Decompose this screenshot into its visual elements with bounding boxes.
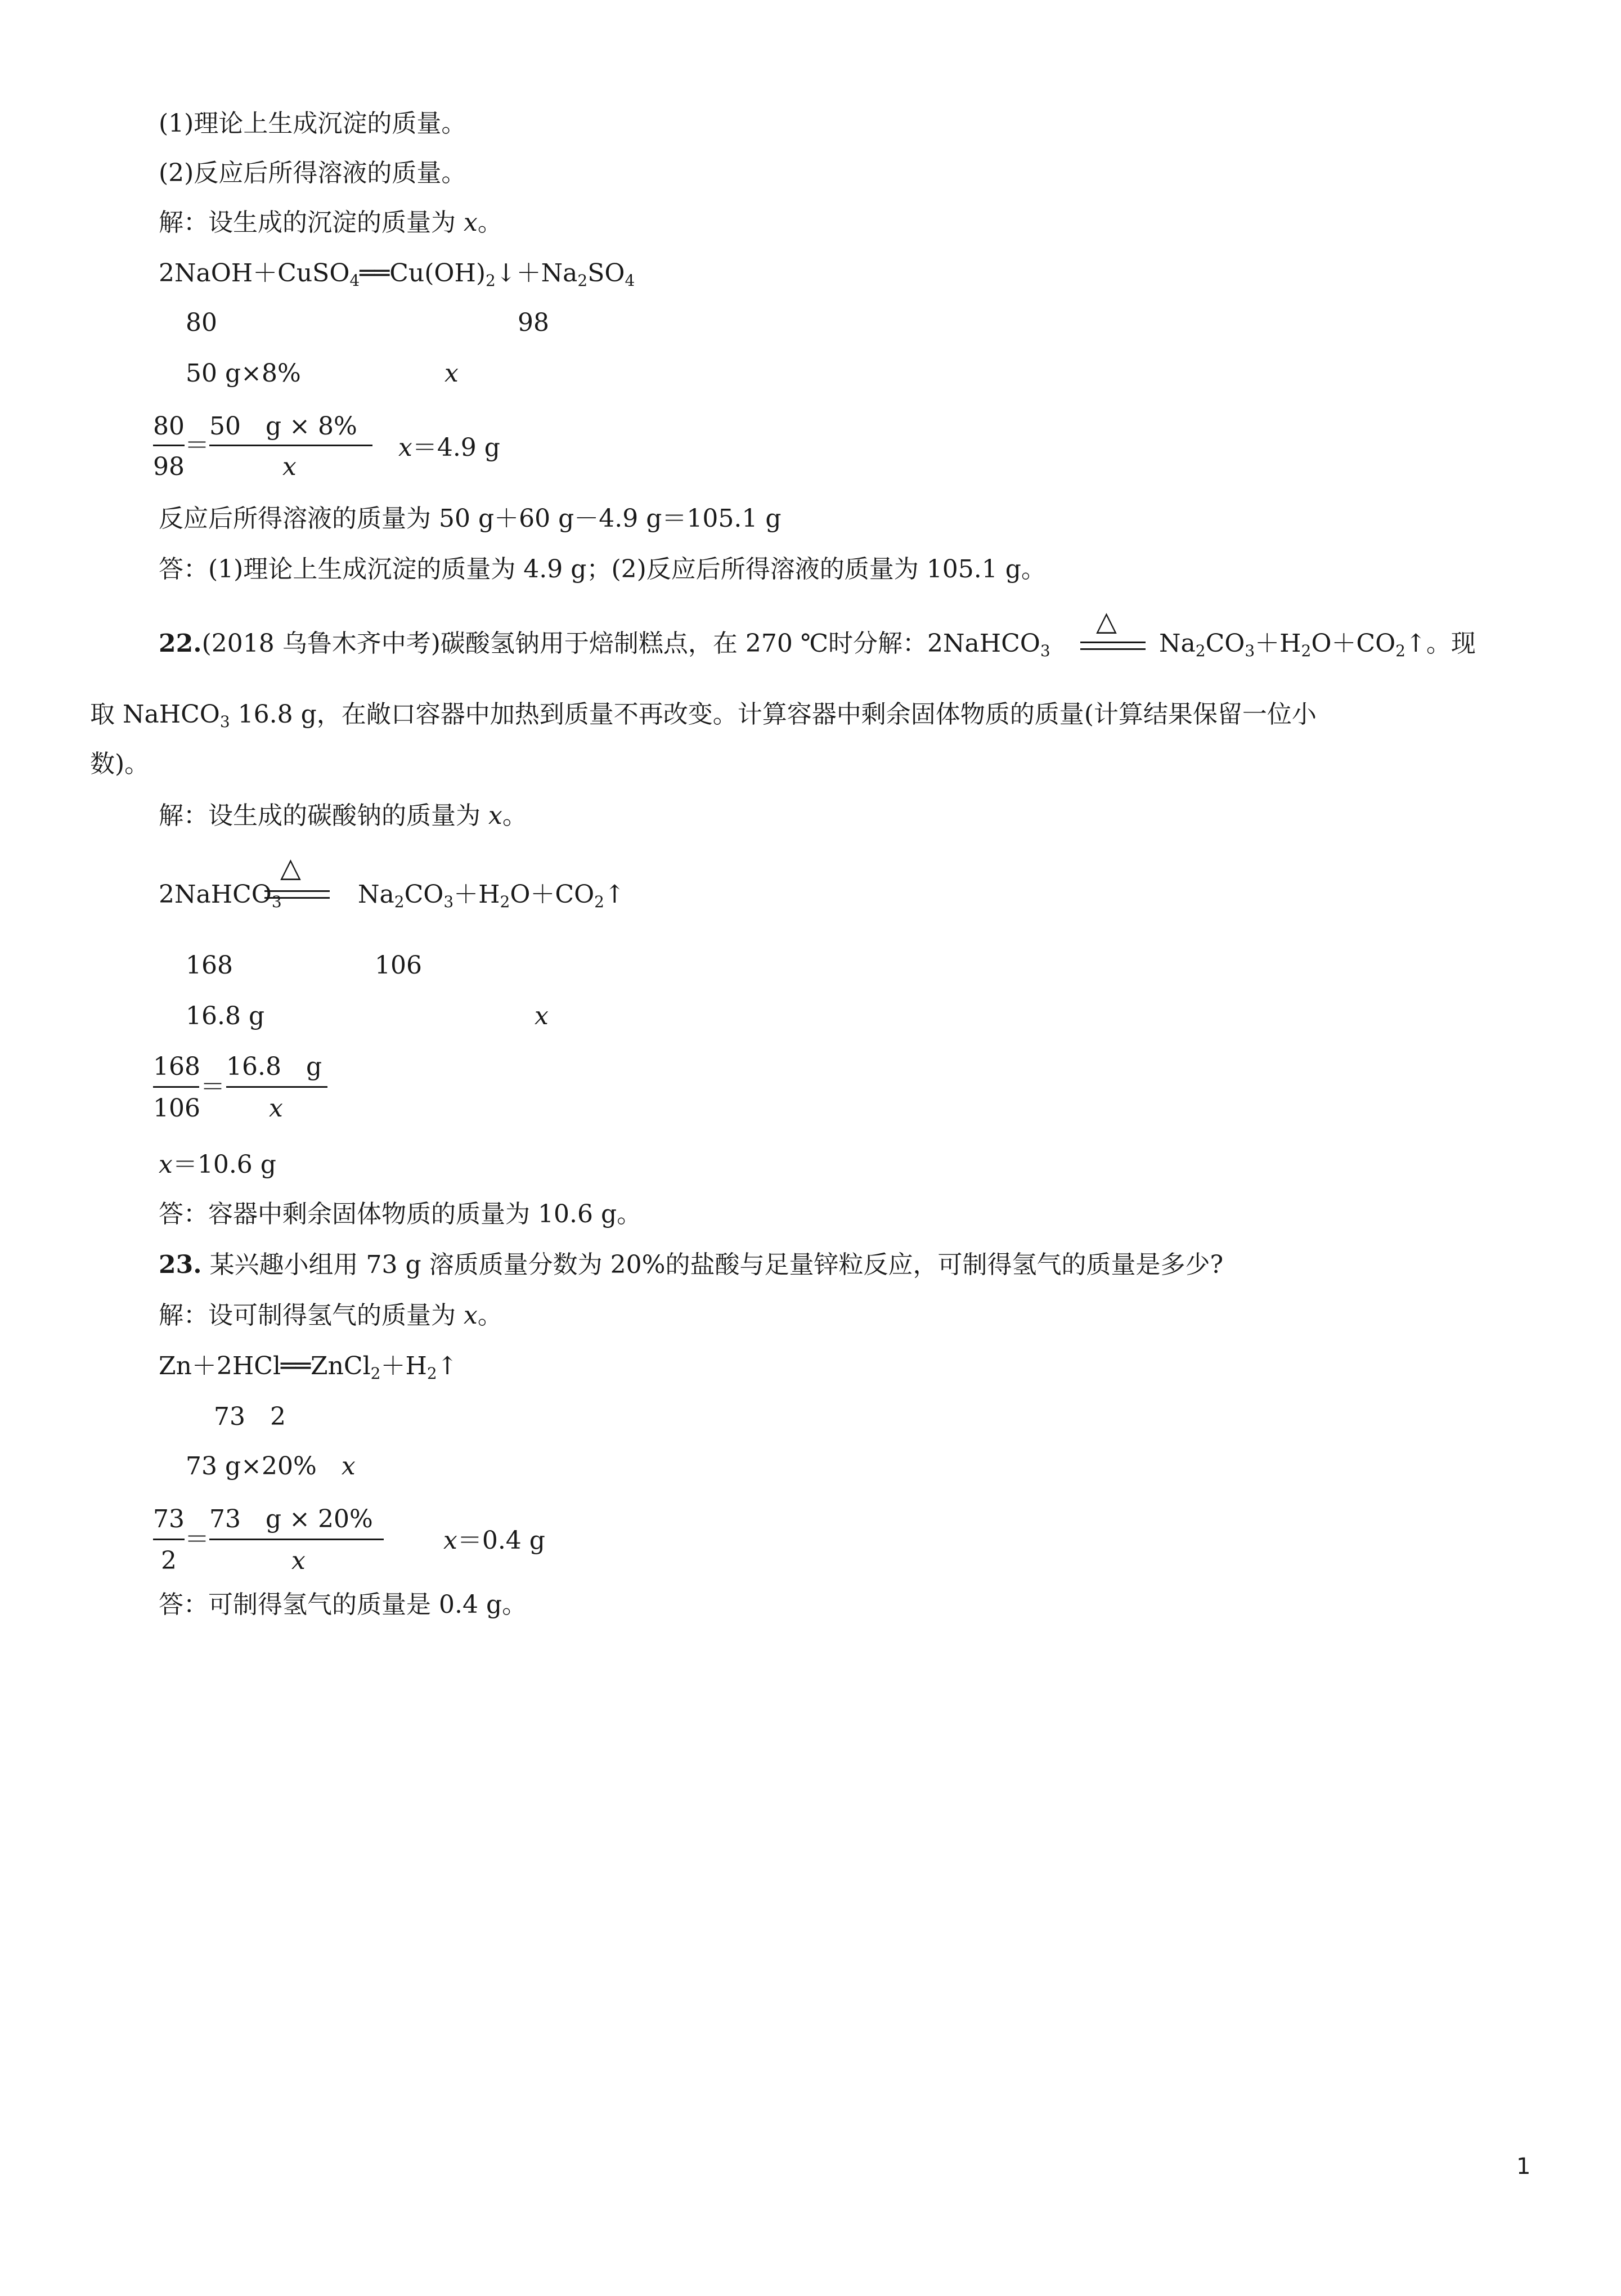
q23-result: x＝0.4 g [443,1526,545,1555]
heat-triangle-icon: △ [1096,606,1117,637]
q22-answer: 答：容器中剩余固体物质的质量为 10.6 g。 [159,1200,642,1228]
q21-molar-mass-naoh: 80 [186,308,217,337]
q22-molar-mass-nahco3: 168 [186,951,233,980]
q23-answer: 答：可制得氢气的质量是 0.4 g。 [159,1590,527,1619]
q22-result: x＝10.6 g [159,1150,276,1179]
q22-given-mass: 16.8 g [186,1002,265,1030]
q22-solution-setup: 解：设生成的碳酸钠的质量为 x。 [159,801,527,830]
q21-answer: 答：(1)理论上生成沉淀的质量为 4.9 g；(2)反应后所得溶液的质量为 105.1 g。 [159,555,1046,584]
q21-part2: (2)反应后所得溶液的质量。 [159,159,466,187]
q21-solution-mass: 反应后所得溶液的质量为 50 g＋60 g－4.9 g＝105.1 g [159,504,782,533]
page-number: 1 [1516,2154,1531,2180]
q21-part1: (1)理论上生成沉淀的质量。 [159,109,466,138]
q22-stem-line2: 取 NaHCO$_3$ 16.8 g，在敞口容器中加热到质量不再改变。计算容器中剩余固体物质的质量(计算结果保留一位小 [90,700,1317,731]
q22-stem-line1: 22.(2018 乌鲁木齐中考)碳酸氢钠用于焙制糕点，在 270 ℃时分解：2NaHCO$_3$ [159,629,1050,660]
q22-molar-mass-na2co3: 106 [375,951,422,980]
q23-solution-setup: 解：设可制得氢气的质量为 x。 [159,1301,502,1330]
q23-equals: ＝ [185,1525,209,1554]
q21-unknown: x [444,359,459,388]
q21-equation: $2NaOH+CuSO_4══Cu(OH)_2↓+Na_2SO_4$ [159,259,635,290]
q22-equation-products: $Na_2CO_3+H_2O+CO_2↑$ [358,880,625,911]
q21-result: x＝4.9 g [398,433,500,462]
q22-unknown: x [535,1002,549,1030]
q22-equation-reactant: 2NaHCO$_3$ [159,880,282,911]
q22-stem-products: $Na_2CO_3+H_2O+CO_2↑$。现 [1159,629,1476,660]
q21-given-mass: 50 g×8% [186,359,301,388]
q22-equals: ＝ [200,1073,225,1101]
q23-equation: $Zn+2HCl══ZnCl_2+H_2↑$ [159,1352,458,1383]
heat-triangle-icon: △ [280,852,301,884]
q23-given-mass: 73 g×20% x [186,1452,356,1481]
q21-solution-setup: 解：设生成的沉淀的质量为 x。 [159,208,502,237]
q22-stem-line3: 数)。 [90,750,150,778]
q21-molar-mass-cuoh2: 98 [518,308,549,337]
q21-equals: ＝ [185,431,209,460]
q23-stem: 23. 某兴趣小组用 73 g 溶质质量分数为 20%的盐酸与足量锌粒反应，可制得氢气的质量是多少? [159,1250,1224,1279]
q23-molar-masses: 73 2 [214,1402,286,1431]
